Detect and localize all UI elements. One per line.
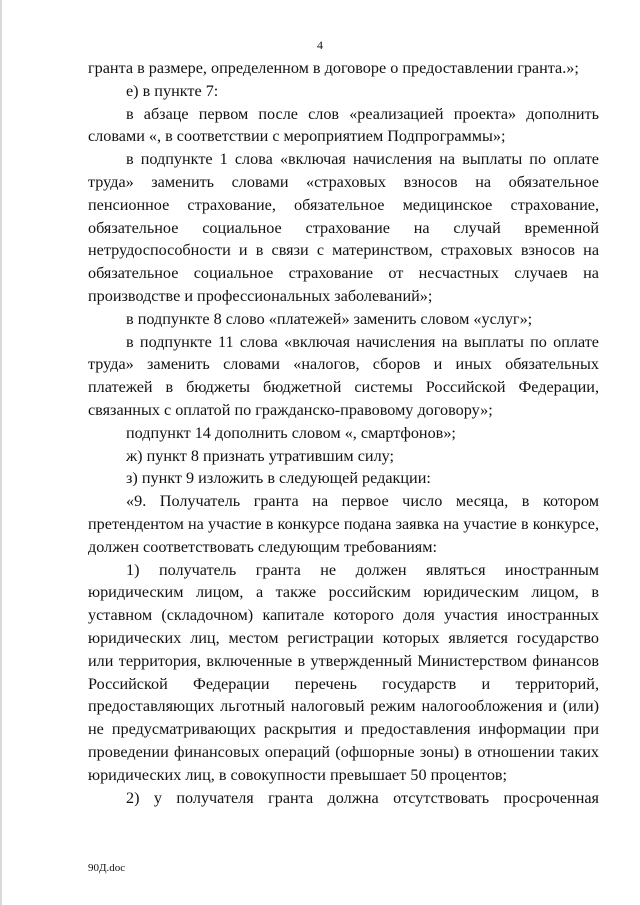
scan-edge — [0, 0, 2, 905]
paragraph-item-e: е) в пункте 7: — [126, 81, 219, 100]
paragraph-subitem-14: подпункт 14 дополнить словом «, смартфонов»; — [126, 423, 456, 442]
paragraph-point-9: «9. Получатель гранта на первое число месяца, в котором претендентом на участие в конкурсе подана заявка на участие в конкурсе, должен соответствовать следующим требованиям: — [88, 492, 599, 556]
paragraph-abzac-first: в абзаце первом после слов «реализацией проекта» дополнить словами «, в соответствии с мероприятием Подпрограммы»; — [88, 104, 599, 146]
paragraph-item-zh: ж) пункт 8 признать утратившим силу; — [126, 446, 395, 465]
file-name-footer: 90Д.doc — [88, 862, 126, 874]
document-body — [88, 57, 599, 809]
paragraph-item-z: з) пункт 9 изложить в следующей редакции: — [126, 469, 431, 488]
paragraph-requirement-2: 2) у получателя гранта должна отсутствовать просроченная — [126, 788, 599, 807]
paragraph-subitem-11: в подпункте 11 слова «включая начисления на выплаты по оплате труда» заменить словами «налогов, сборов и иных обязательных платежей в бюджеты бюджетной системы Российской Федерации, связанных с оплатой по гражданско-правовому договору»; — [88, 332, 599, 419]
paragraph-subitem-8: в подпункте 8 слово «платежей» заменить словом «услуг»; — [126, 309, 533, 328]
paragraph-continuation: гранта в размере, определенном в договоре о предоставлении гранта.»; — [88, 59, 579, 77]
paragraph-subitem-1: в подпункте 1 слова «включая начисления на выплаты по оплате труда» заменить словами «страховых взносов на обязательное пенсионное страхование, обязательное медицинское страхование, обязательное социальное страхование на случай временной нетрудоспособности и в связи с материнством, страховых взносов на обязательное социальное страхование от несчастных случаев на производстве и профессиональных заболеваний»; — [88, 150, 599, 305]
page-number: 4 — [317, 38, 323, 52]
paragraph-requirement-1: 1) получатель гранта не должен являться иностранным юридическим лицом, а также российским юридическим лицом, в уставном (складочном) капитале которого доля участия иностранных юридических лиц, местом регистрации которых является государство или территория, включенные в утвержденный Министерством финансов Российской Федерации перечень государств и территорий, предоставляющих льготный налоговый режим налогообложения и (или) не предусматривающих раскрытия и предоставления информации при проведении финансовых операций (офшорные зоны) в отношении таких юридических лиц, в совокупности превышает 50 процентов; — [88, 560, 599, 784]
